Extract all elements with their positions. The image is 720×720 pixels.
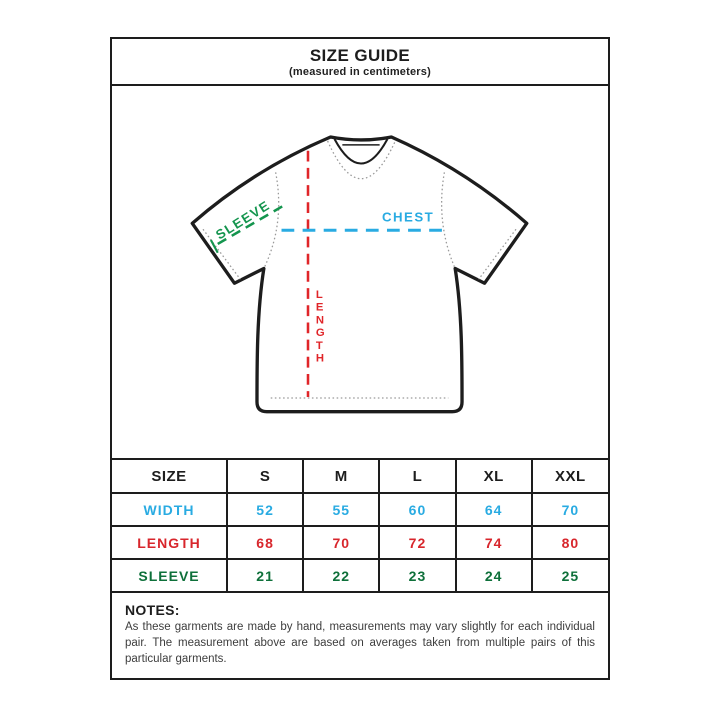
table-row-length bbox=[112, 526, 608, 559]
sleeve-label: SLEEVE bbox=[213, 197, 273, 243]
length-letter: L bbox=[315, 289, 323, 302]
col-header-xxl: XXL bbox=[532, 459, 608, 493]
sleeve-l: 23 bbox=[379, 559, 455, 592]
col-header-m: M bbox=[303, 459, 379, 493]
length-letter: T bbox=[315, 340, 323, 353]
width-xl: 64 bbox=[456, 493, 532, 526]
sleeve-xxl: 25 bbox=[561, 567, 580, 584]
length-xl: 74 bbox=[456, 526, 532, 559]
sleeve-m: 22 bbox=[303, 559, 379, 592]
sleeve-s: 21 bbox=[227, 559, 303, 592]
notes-body: As these garments are made by hand, measurements may vary slightly for each individual pair. The measurement above are based on averages taken from multiple pairs of this particular garments. bbox=[125, 621, 595, 665]
length-l: 72 bbox=[379, 526, 455, 559]
length-letter: E bbox=[315, 301, 324, 314]
tshirt-diagram-svg bbox=[112, 86, 608, 458]
row-label-sleeve: SLEEVE bbox=[112, 559, 227, 592]
sleeve-xl: 24 bbox=[456, 559, 532, 592]
row-label-width: WIDTH bbox=[112, 493, 227, 526]
length-letter: N bbox=[315, 314, 324, 327]
length-letter: G bbox=[315, 327, 325, 340]
page-subtitle: (measured in centimeters) bbox=[289, 65, 431, 78]
tshirt-diagram bbox=[112, 86, 608, 458]
row-label-length: LENGTH bbox=[112, 526, 227, 559]
chest-label: CHEST bbox=[381, 209, 435, 225]
size-table-header-row bbox=[112, 459, 608, 493]
width-xxl: 70 bbox=[532, 493, 608, 526]
notes-section bbox=[112, 593, 608, 678]
length-m: 70 bbox=[303, 526, 379, 559]
length-xxl: 80 bbox=[532, 526, 608, 559]
width-s: 52 bbox=[227, 493, 303, 526]
size-table bbox=[112, 458, 608, 593]
table-row-width bbox=[112, 493, 608, 526]
tshirt-outline bbox=[192, 137, 527, 412]
page-title: SIZE GUIDE bbox=[309, 46, 411, 66]
guide-header bbox=[112, 39, 608, 86]
width-m: 55 bbox=[303, 493, 379, 526]
col-header-s: S bbox=[227, 459, 303, 493]
col-header-xl: XL bbox=[456, 459, 532, 493]
size-guide-frame bbox=[110, 37, 610, 680]
col-header-size: SIZE bbox=[112, 459, 227, 493]
notes-heading: NOTES: bbox=[125, 602, 180, 618]
length-letter: H bbox=[315, 352, 324, 365]
width-l: 60 bbox=[379, 493, 455, 526]
length-s: 68 bbox=[227, 526, 303, 559]
col-header-l: L bbox=[379, 459, 455, 493]
table-row-sleeve bbox=[112, 559, 608, 592]
